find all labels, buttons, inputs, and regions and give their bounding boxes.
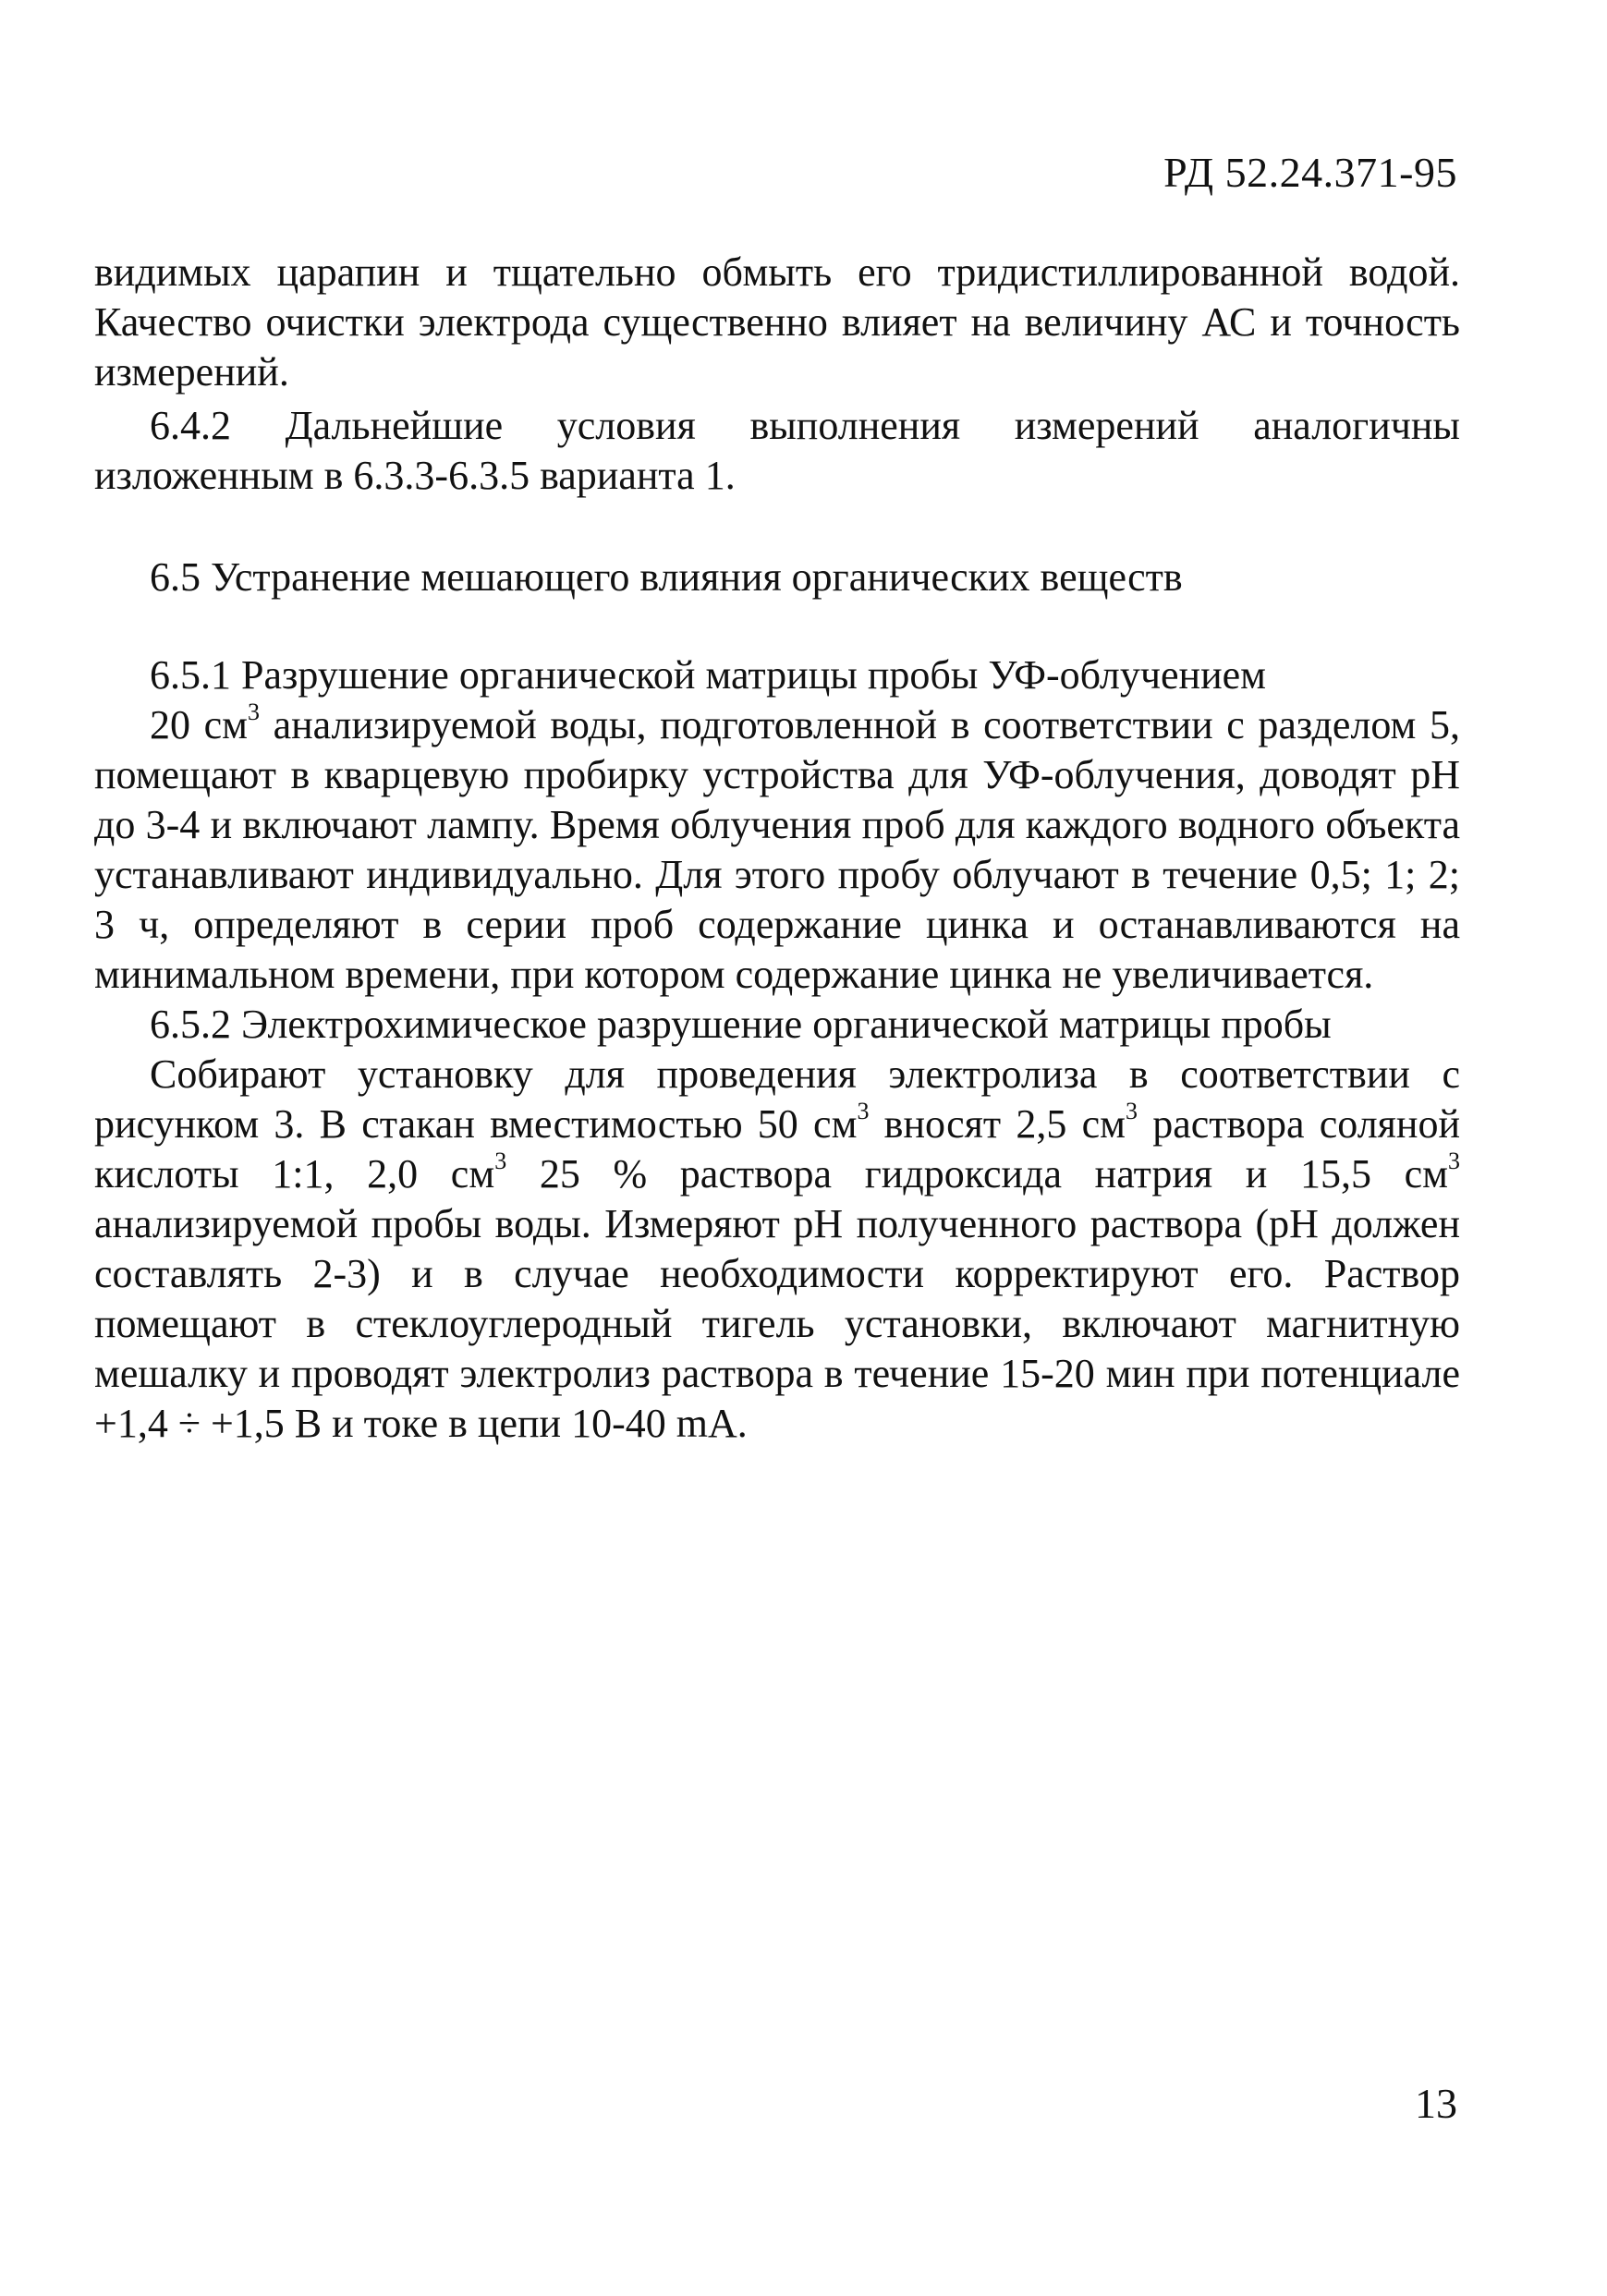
text-run: вносят 2,5 см bbox=[869, 1101, 1126, 1147]
text-run: раствора соляной кислоты 1:1, 2,0 см bbox=[94, 1101, 1460, 1197]
superscript-3: 3 bbox=[247, 699, 260, 725]
paragraph-electrolysis bbox=[94, 1050, 1460, 1449]
superscript-3: 3 bbox=[1448, 1148, 1461, 1174]
superscript-3: 3 bbox=[857, 1098, 870, 1124]
paragraph-continued: видимых царапин и тщательно обмыть его тридистиллированной водой. Качество очистки электрода существенно влияет на величину АС и точность измерений. bbox=[94, 249, 1460, 395]
superscript-3: 3 bbox=[1125, 1098, 1138, 1124]
text-run: анализируемой пробы воды. Измеряют рН полученного раствора (рН должен составлять 2-3) и в случае необходимости корректируют его. Раствор помещают в стеклоуглеродный тигель установки, включают магнитную мешалку и проводят электролиз раствора в течение 15-20 мин при потенциале +1,4 ÷ +1,5 В и токе в цепи 10-40 mA. bbox=[94, 1201, 1460, 1446]
document-body bbox=[94, 248, 1460, 1449]
text-run: анализируемой воды, подготовленной в соответствии с разделом 5, помещают в кварцевую пробирку устройства для УФ-облучения, доводят рН до 3-4 и включают лампу. Время облучения проб для каждого водного объекта устанавливают индивидуально. Для этого пробу облучают в течение 0,5; 1; 2; 3 ч, определяют в серии проб содержание цинка и останавливаются на минимальном времени, при котором содержание цинка не увеличивается. bbox=[94, 702, 1460, 997]
subsection-heading-6-5-1: 6.5.1 Разрушение органической матрицы пробы УФ-облучением bbox=[150, 652, 1267, 698]
paragraph-6-4-2: 6.4.2 Дальнейшие условия выполнения измерений аналогичны изложенным в 6.3.3-6.3.5 варианта 1. bbox=[94, 403, 1460, 498]
paragraph-uv-irradiation bbox=[94, 700, 1460, 1000]
text-run: Собирают установку для проведения электролиза в соответствии с рисунком 3. В стакан вместимостью 50 см bbox=[94, 1051, 1460, 1147]
document-code: РД 52.24.371-95 bbox=[1163, 149, 1457, 196]
superscript-3: 3 bbox=[494, 1148, 507, 1174]
section-heading-6-5: 6.5 Устранение мешающего влияния органических веществ bbox=[150, 554, 1183, 600]
text-run: 20 см bbox=[150, 702, 248, 747]
text-run: 25 % раствора гидроксида натрия и 15,5 см bbox=[506, 1151, 1449, 1197]
page-number: 13 bbox=[1415, 2080, 1457, 2127]
subsection-heading-6-5-2: 6.5.2 Электрохимическое разрушение органической матрицы пробы bbox=[150, 1002, 1332, 1047]
